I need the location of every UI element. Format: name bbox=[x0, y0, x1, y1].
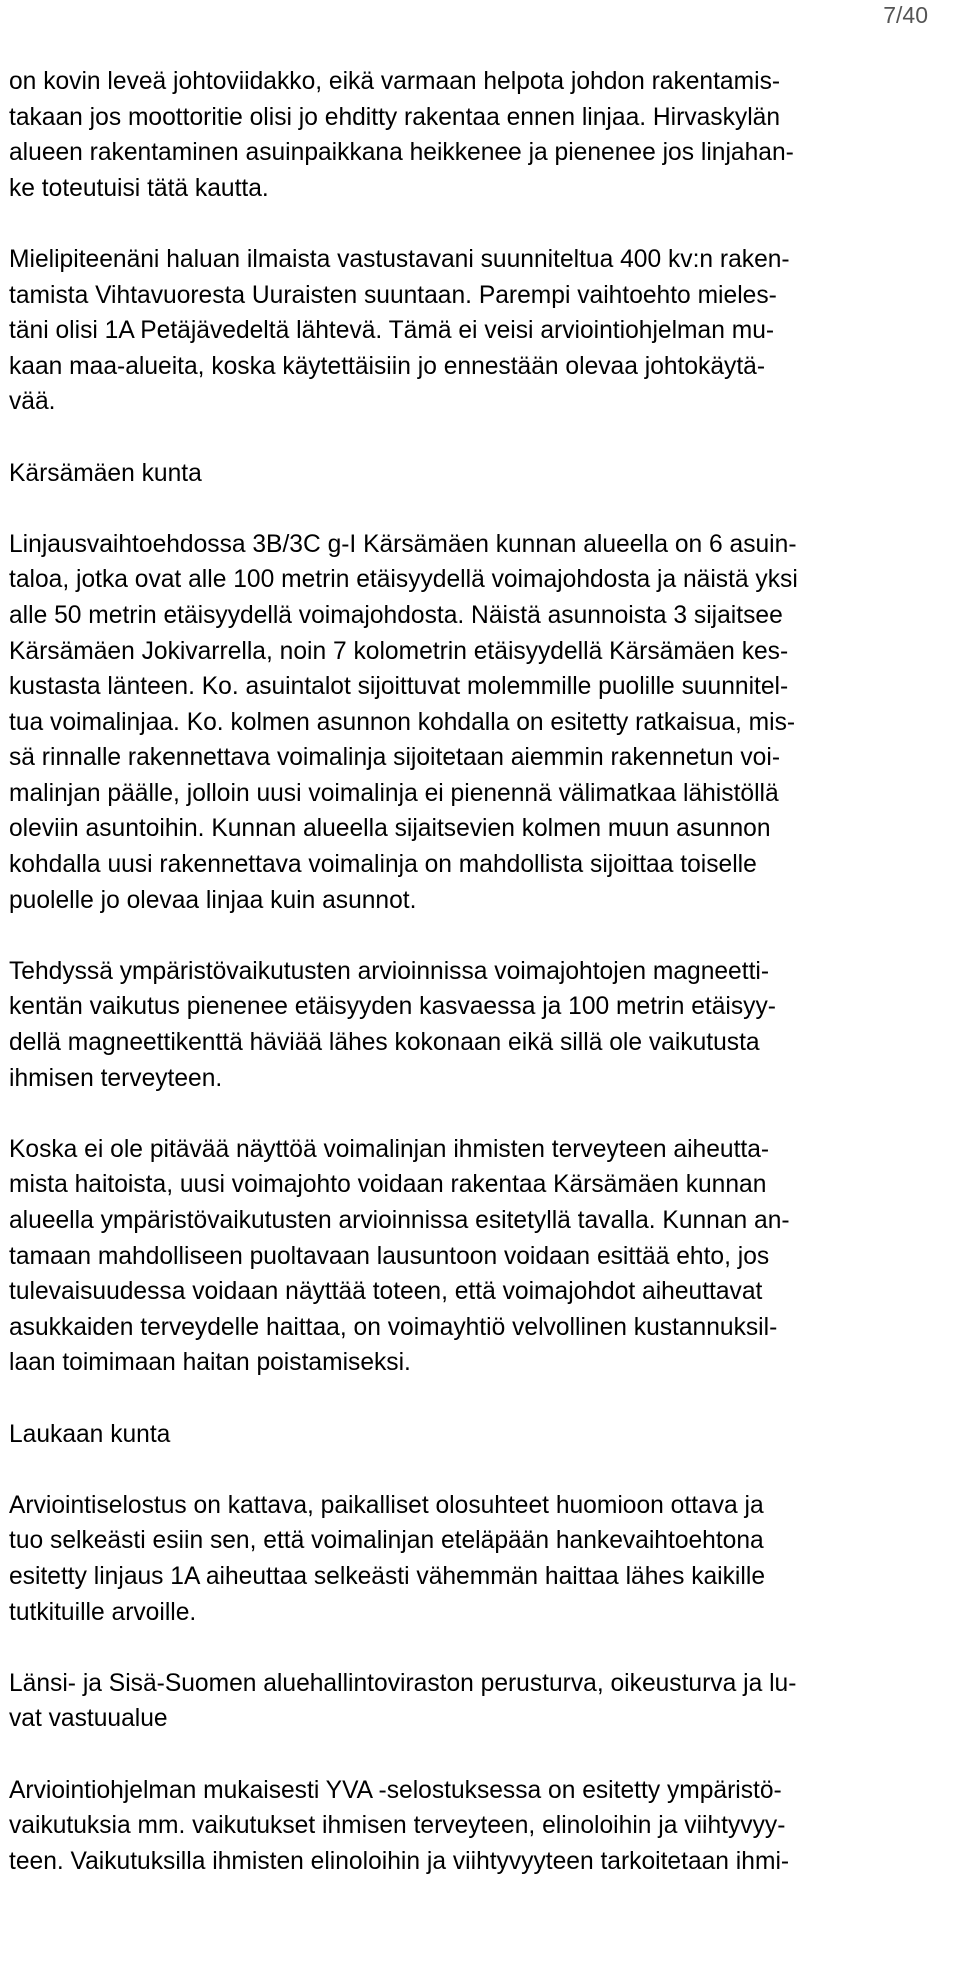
text-line: Linjausvaihtoehdossa 3B/3C g-I Kärsämäen kunnan alueella on 6 asuin- bbox=[9, 530, 797, 558]
text-line: ke toteutuisi tätä kautta. bbox=[9, 174, 269, 202]
text-line: vat vastuualue bbox=[9, 1705, 168, 1733]
paragraph-gap bbox=[9, 1381, 924, 1417]
text-line: taloa, jotka ovat alle 100 metrin etäisyydellä voimajohdosta ja näistä yksi bbox=[9, 566, 798, 594]
text-line: oleviin asuntoihin. Kunnan alueella sijaitsevien kolmen muun asunnon bbox=[9, 815, 771, 843]
document-body bbox=[9, 64, 924, 1879]
text-line: vää. bbox=[9, 388, 56, 416]
page-number: 7/40 bbox=[883, 2, 928, 28]
paragraph-gap bbox=[9, 1737, 924, 1773]
text-line: vaikutuksia mm. vaikutukset ihmisen terveyteen, elinoloihin ja viihtyvyy- bbox=[9, 1812, 786, 1840]
text-line: tamaan mahdolliseen puoltavaan lausuntoon voidaan esittää ehto, jos bbox=[9, 1242, 770, 1270]
paragraph-gap bbox=[9, 206, 924, 242]
section-heading bbox=[9, 456, 924, 492]
text-line: sä rinnalle rakennettava voimalinja sijoitetaan aiemmin rakennetun voi- bbox=[9, 744, 781, 772]
text-line: dellä magneettikenttä häviää lähes kokonaan eikä sillä ole vaikutusta bbox=[9, 1029, 760, 1057]
text-line: tuo selkeästi esiin sen, että voimalinjan eteläpään hankevaihtoehtona bbox=[9, 1527, 764, 1555]
text-line: laan toimimaan haitan poistamiseksi. bbox=[9, 1349, 411, 1377]
paragraph bbox=[9, 64, 924, 206]
paragraph-gap bbox=[9, 1096, 924, 1132]
text-line: kustasta länteen. Ko. asuintalot sijoittuvat molemmille puolille suunnitel- bbox=[9, 673, 789, 701]
text-line: Tehdyssä ympäristövaikutusten arvioinnissa voimajohtojen magneetti- bbox=[9, 957, 770, 985]
text-line: Mielipiteenäni haluan ilmaista vastustavani suunniteltua 400 kv:n raken- bbox=[9, 245, 790, 273]
paragraph bbox=[9, 242, 924, 420]
text-line: mista haitoista, uusi voimajohto voidaan rakentaa Kärsämäen kunnan bbox=[9, 1171, 767, 1199]
paragraph-gap bbox=[9, 1452, 924, 1488]
paragraph bbox=[9, 1488, 924, 1630]
paragraph-gap bbox=[9, 420, 924, 456]
text-line: takaan jos moottoritie olisi jo ehditty rakentaa ennen linjaa. Hirvaskylän bbox=[9, 103, 781, 131]
text-line: kohdalla uusi rakennettava voimalinja on mahdollista sijoittaa toiselle bbox=[9, 851, 757, 879]
text-line: on kovin leveä johtoviidakko, eikä varmaan helpota johdon rakentamis- bbox=[9, 68, 781, 95]
paragraph bbox=[9, 954, 924, 1096]
text-line: kaan maa-alueita, koska käytettäisiin jo ennestään olevaa johtokäytä- bbox=[9, 352, 766, 380]
text-line: Kärsämäen Jokivarrella, noin 7 kolometrin etäisyydellä Kärsämäen kes- bbox=[9, 637, 789, 665]
text-line: alueen rakentaminen asuinpaikkana heikkenee ja pienenee jos linjahan- bbox=[9, 139, 794, 167]
paragraph bbox=[9, 1773, 924, 1880]
paragraph-gap bbox=[9, 918, 924, 954]
paragraph bbox=[9, 1132, 924, 1381]
text-line: puolelle jo olevaa linjaa kuin asunnot. bbox=[9, 886, 417, 914]
text-line: alle 50 metrin etäisyydellä voimajohdosta. Näistä asunnoista 3 sijaitsee bbox=[9, 601, 783, 629]
text-line: kentän vaikutus pienenee etäisyyden kasvaessa ja 100 metrin etäisyy- bbox=[9, 993, 776, 1021]
paragraph bbox=[9, 527, 924, 919]
text-line: Laukaan kunta bbox=[9, 1420, 171, 1448]
text-line: tutkituille arvoille. bbox=[9, 1598, 197, 1626]
text-line: Kärsämäen kunta bbox=[9, 459, 202, 487]
text-line: esitetty linjaus 1A aiheuttaa selkeästi vähemmän haittaa lähes kaikille bbox=[9, 1562, 766, 1590]
paragraph bbox=[9, 1666, 924, 1737]
text-line: täni olisi 1A Petäjävedeltä lähtevä. Tämä ei veisi arviointiohjelman mu- bbox=[9, 317, 775, 345]
text-line: teen. Vaikutuksilla ihmisten elinoloihin ja viihtyvyyteen tarkoitetaan ihmi- bbox=[9, 1847, 790, 1875]
section-heading bbox=[9, 1417, 924, 1453]
text-line: alueella ympäristövaikutusten arvioinnissa esitetyllä tavalla. Kunnan an- bbox=[9, 1207, 790, 1234]
text-line: tua voimalinjaa. Ko. kolmen asunnon kohdalla on esitetty ratkaisua, mis- bbox=[9, 708, 796, 736]
text-line: malinjan päälle, jolloin uusi voimalinja ei pienennä välimatkaa lähistöllä bbox=[9, 779, 779, 807]
text-line: Länsi- ja Sisä-Suomen aluehallintoviraston perusturva, oikeusturva ja lu- bbox=[9, 1669, 797, 1697]
paragraph-gap bbox=[9, 491, 924, 527]
text-line: asukkaiden terveydelle haittaa, on voimayhtiö velvollinen kustannuksil- bbox=[9, 1313, 778, 1341]
text-line: ihmisen terveyteen. bbox=[9, 1064, 223, 1092]
text-line: Arviointiohjelman mukaisesti YVA -selostuksessa on esitetty ympäristö- bbox=[9, 1776, 782, 1804]
text-line: tamista Vihtavuoresta Uuraisten suuntaan. Parempi vaihtoehto mieles- bbox=[9, 281, 777, 309]
text-line: Arviointiselostus on kattava, paikalliset olosuhteet huomioon ottava ja bbox=[9, 1491, 764, 1519]
paragraph-gap bbox=[9, 1630, 924, 1666]
text-line: tulevaisuudessa voidaan näyttää toteen, että voimajohdot aiheuttavat bbox=[9, 1278, 763, 1306]
text-line: Koska ei ole pitävää näyttöä voimalinjan ihmisten terveyteen aiheutta- bbox=[9, 1135, 770, 1163]
